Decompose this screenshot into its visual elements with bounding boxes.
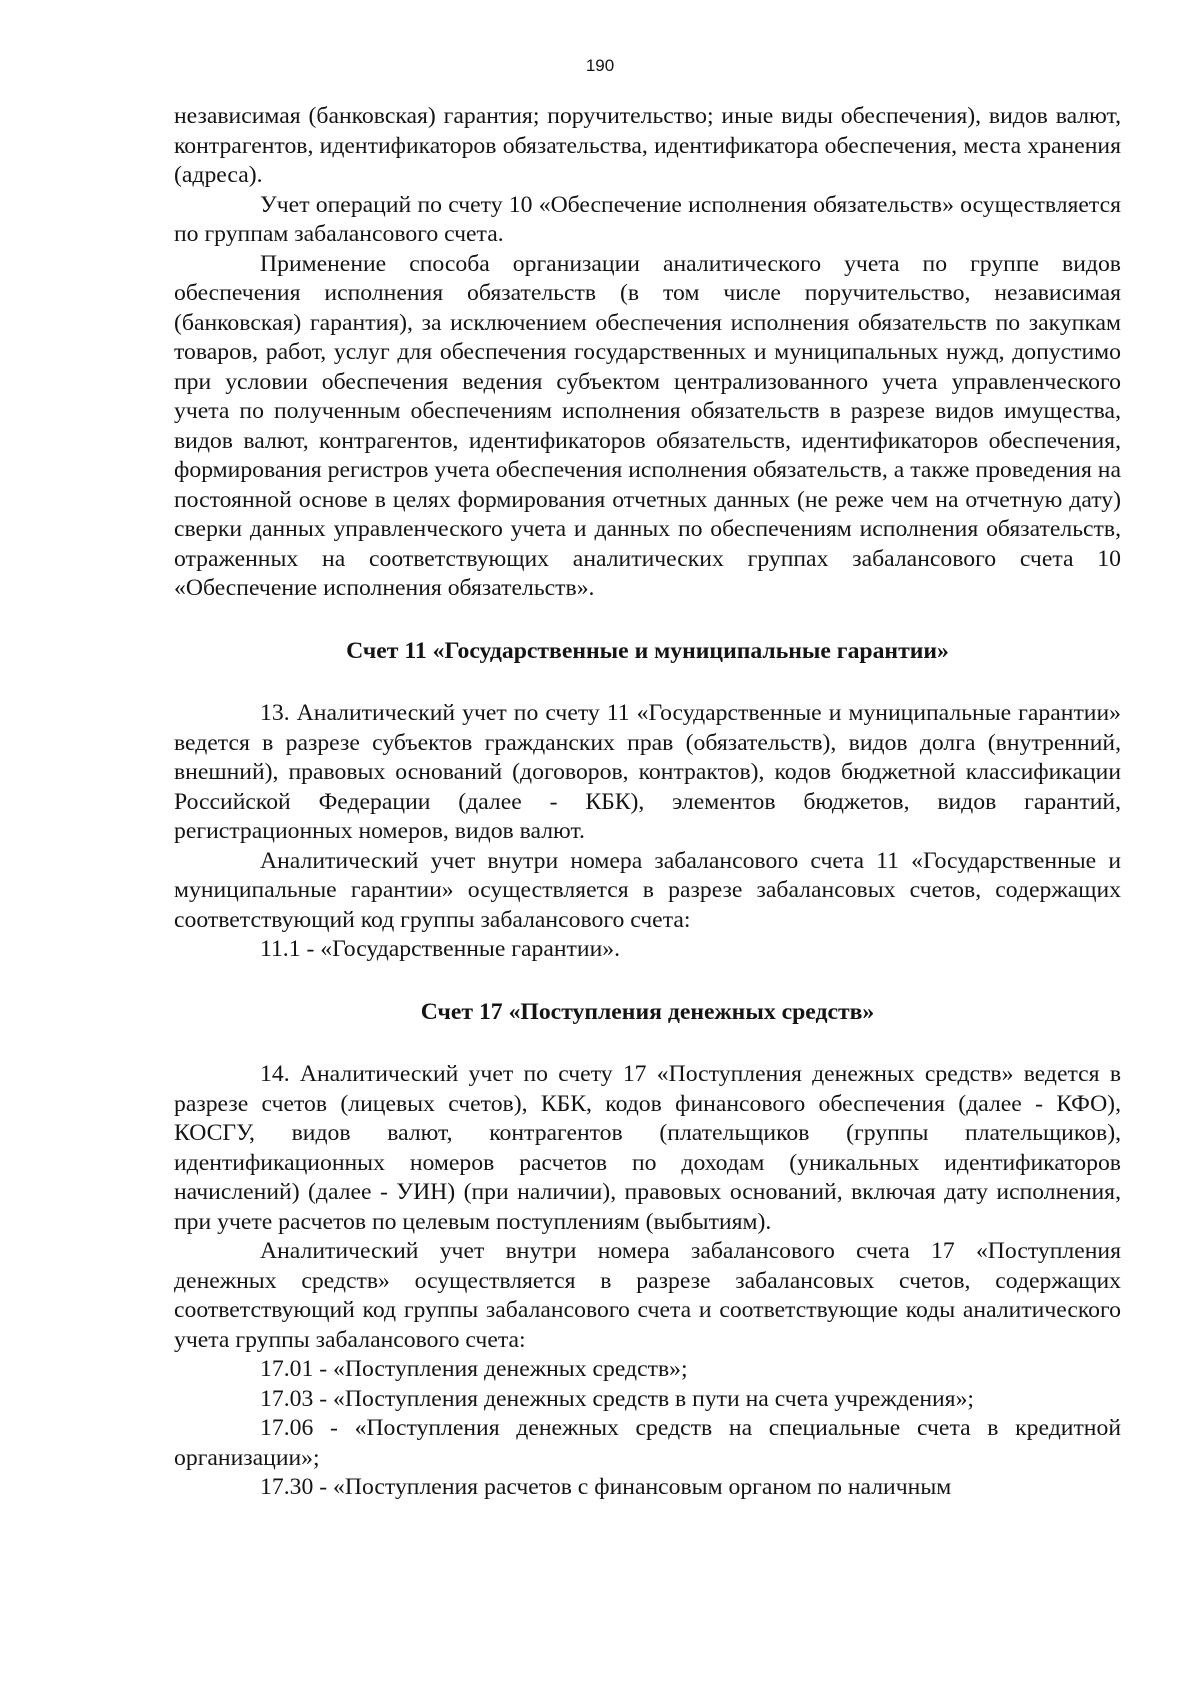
list-item: 17.03 - «Поступления денежных средств в пути на счета учреждения»; xyxy=(260,1385,975,1412)
document-body xyxy=(174,102,1121,1503)
paragraph: Аналитический учет внутри номера забалансового счета 11 «Государственные и муниципальные гарантии» осуществляется в разрезе забалансовых счетов, содержащих соответствующий код группы забалансового счета: xyxy=(174,847,1121,933)
paragraph: 13. Аналитический учет по счету 11 «Государственные и муниципальные гарантии» ведется в разрезе субъектов гражданских прав (обязательств), видов долга (внутренний, внешний), правовых оснований (договоров, контрактов), кодов бюджетной классификации Российской Федерации (далее - КБК), элементов бюджетов, видов гарантий, регистрационных номеров, видов валют. xyxy=(174,700,1121,844)
paragraph: Применение способа организации аналитического учета по группе видов обеспечения исполнения обязательств (в том числе поручительство, независимая (банковская) гарантия), за исключением обеспечения исполнения обязательств по закупкам товаров, работ, услуг для обеспечения государственных и муниципальных нужд, допустимо при условии обеспечения ведения субъектом централизованного учета управленческого учета по полученным обеспечениям исполнения обязательств в разрезе видов имущества, видов валют, контрагентов, идентификаторов обязательств, идентификаторов обеспечения, формирования регистров учета обеспечения исполнения обязательств, а также проведения на постоянной основе в целях формирования отчетных данных (не реже чем на отчетную дату) сверки данных управленческого учета и данных по обеспечениям исполнения обязательств, отраженных на соответствующих аналитических группах забалансового счета 10 «Обеспечение исполнения обязательств». xyxy=(174,250,1121,601)
paragraph-continuation: независимая (банковская) гарантия; поручительство; иные виды обеспечения), видов валют, контрагентов, идентификаторов обязательства, идентификатора обеспечения, места хранения (адреса). xyxy=(174,103,1121,188)
section-heading-account-17: Счет 17 «Поступления денежных средств» xyxy=(420,998,875,1025)
paragraph: Учет операций по счету 10 «Обеспечение исполнения обязательств» осуществляется по группам забалансового счета. xyxy=(174,191,1121,247)
paragraph: Аналитический учет внутри номера забалансового счета 17 «Поступления денежных средств» осуществляется в разрезе забалансовых счетов, содержащих соответствующий код группы забалансового счета и соответствующие коды аналитического учета группы забалансового счета: xyxy=(174,1238,1121,1353)
list-item: 11.1 - «Государственные гарантии». xyxy=(260,936,621,962)
page-number: 190 xyxy=(585,56,615,75)
list-item: 17.06 - «Поступления денежных средств на специальные счета в кредитной организации»; xyxy=(174,1415,1121,1471)
list-item: 17.30 - «Поступления расчетов с финансовым органом по наличным xyxy=(260,1474,952,1500)
paragraph: 14. Аналитический учет по счету 17 «Поступления денежных средств» ведется в разрезе счетов (лицевых счетов), КБК, кодов финансового обеспечения (далее - КФО), КОСГУ, видов валют, контрагентов (плательщиков (группы плательщиков), идентификационных номеров расчетов по доходам (уникальных идентификаторов начислений) (далее - УИН) (при наличии), правовых оснований, включая дату исполнения, при учете расчетов по целевым поступлениям (выбытиям). xyxy=(174,1061,1121,1235)
list-item: 17.01 - «Поступления денежных средств»; xyxy=(260,1356,688,1382)
section-heading-account-11: Счет 11 «Государственные и муниципальные гарантии» xyxy=(346,637,949,664)
